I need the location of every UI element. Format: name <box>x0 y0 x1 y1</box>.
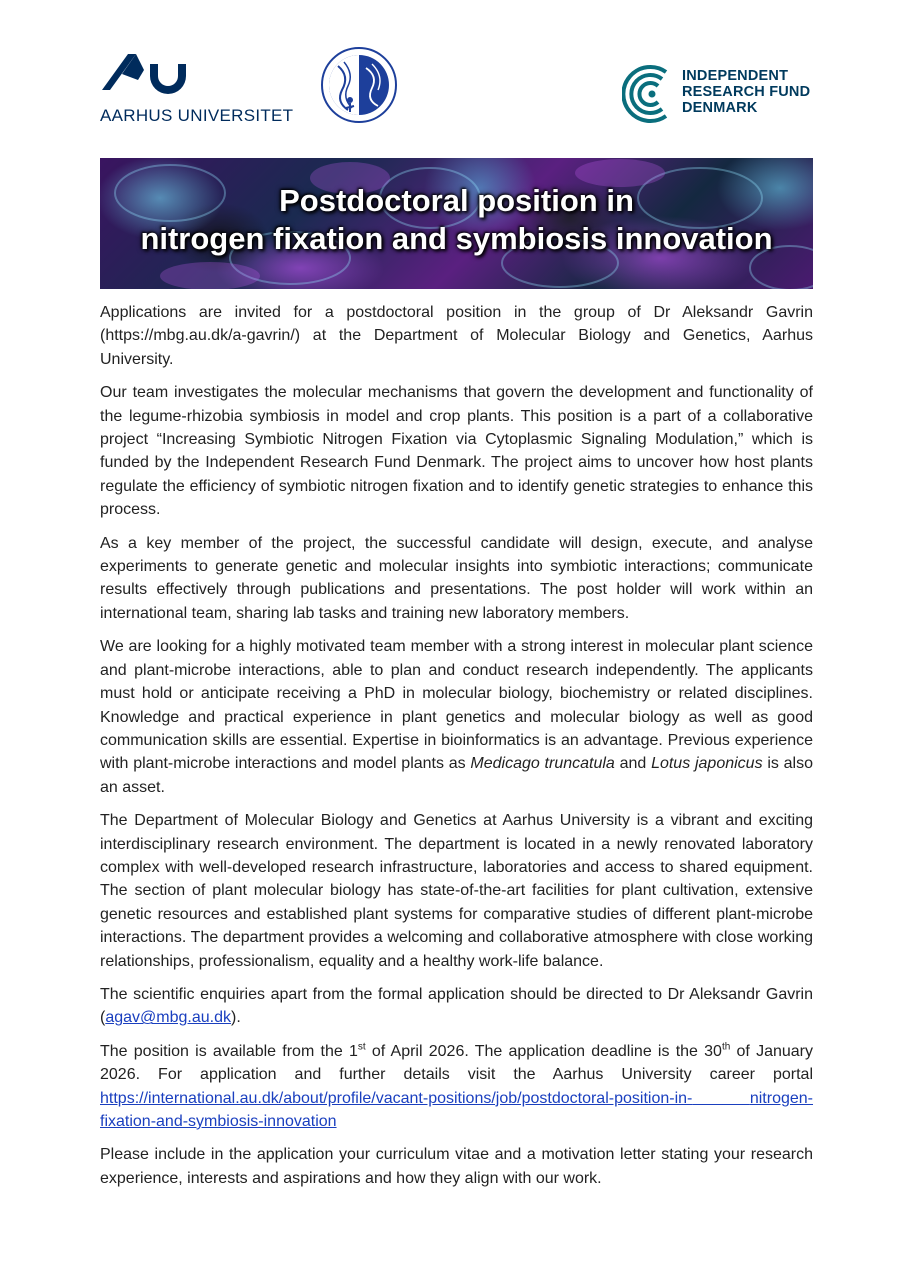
title-banner <box>100 158 813 289</box>
availability-text-b: of April 2026. The application deadline is the 30 <box>365 1042 722 1060</box>
availability-text-a: The position is available from the 1 <box>100 1042 358 1060</box>
paragraph-requirements <box>100 635 813 799</box>
career-portal-link[interactable] <box>100 1090 813 1130</box>
requirements-end: is also an asset. <box>100 755 814 796</box>
irfd-line-2: RESEARCH FUND <box>682 84 811 100</box>
irfd-wordmark <box>682 68 810 116</box>
paragraph-application: Please include in the application your curriculum vitae and a motivation letter stating your research experience, interests and aspirations and how they align with our work. <box>100 1146 813 1187</box>
job-description <box>100 301 813 1200</box>
paragraph-team: Our team investigates the molecular mechanisms that govern the development and functionality of the legume-rhizobia symbiosis in model and crop plants. This position is a part of a collaborative project “Increasing Symbiotic Nitrogen Fixation via Cytoplasmic Signaling Modulation,” which is funded by the Independent Research Fund Denmark. The project aims to uncover how host plants regulate the efficiency of symbiotic nitrogen fixation and to identify genetic strategies to enhance this process. <box>100 384 813 519</box>
irfd-logo <box>622 62 822 126</box>
au-wordmark: AARHUS UNIVERSITET <box>100 106 294 125</box>
paragraph-enquiries <box>100 983 813 1030</box>
ordinal-st: st <box>357 1041 366 1053</box>
availability-text-c: of January 2026. For application and further details visit the Aarhus University career portal <box>100 1042 814 1084</box>
irfd-line-1: INDEPENDENT <box>682 68 789 84</box>
enquiries-end: ). <box>230 1009 241 1027</box>
requirements-text: We are looking for a highly motivated team member with a strong interest in molecular plant science and plant-microbe interactions, able to plan and conduct research independently. The applicants must hold or anticipate receiving a PhD in molecular biology, biochemistry or related disciplines. Knowledge and practical experience in plant genetics and molecular biology as well as good communication skills are essential. Expertise in bioinformatics is an advantage. Previous experience with plant-microbe interactions and model plants as <box>100 638 813 773</box>
species-medicago: Medicago truncatula <box>470 755 615 773</box>
contact-email-link[interactable]: agav@mbg.au.dk <box>105 1009 231 1027</box>
au-emblem-icon <box>100 50 190 100</box>
banner-title <box>100 182 813 258</box>
paragraph-intro: Applications are invited for a postdoctoral position in the group of Dr Aleksandr Gavrin (https://mbg.au.dk/a-gavrin/) at the Department of Molecular Biology and Genetics, Aarhus University. <box>100 304 813 368</box>
career-portal-link-line-1: https://international.au.dk/about/profile/vacant-positions/job/postdoctoral-position-in- <box>100 1089 693 1107</box>
seal-emblem-icon <box>320 46 398 124</box>
department-seal-logo <box>320 46 398 124</box>
enquiries-text: The scientific enquiries apart from the formal application should be directed to Dr Aleksandr Gavrin ( <box>100 985 813 1027</box>
requirements-and: and <box>614 755 652 773</box>
paragraph-availability <box>100 1040 813 1134</box>
irfd-line-3: DENMARK <box>682 100 758 116</box>
aarhus-university-logo <box>100 50 295 128</box>
career-portal-link-line-2: nitrogen-fixation-and-symbiosis-innovation <box>100 1089 813 1130</box>
paragraph-department: The Department of Molecular Biology and Genetics at Aarhus University is a vibrant and exciting interdisciplinary research environment. The department is located in a newly renovated laboratory complex with well-developed research infrastructure, laboratories and access to shared equipment. The section of plant molecular biology has state-of-the-art facilities for plant cultivation, extensive genetic resources and established plant systems for comparative studies of different plant-microbe interactions. The department provides a welcoming and collaborative atmosphere with close working relationships, professionalism, equality and a healthy work-life balance. <box>100 812 813 970</box>
banner-title-line-2: nitrogen fixation and symbiosis innovation <box>140 221 773 256</box>
irfd-emblem-icon <box>622 62 678 126</box>
species-lotus: Lotus japonicus <box>651 755 763 773</box>
paragraph-role: As a key member of the project, the successful candidate will design, execute, and analyse experiments to generate genetic and molecular insights into symbiotic interactions; communicate results effectively through publications and presentations. The post holder will work within an international team, sharing lab tasks and training new laboratory members. <box>100 534 813 622</box>
banner-title-line-1: Postdoctoral position in <box>279 183 634 218</box>
ordinal-th: th <box>721 1041 731 1053</box>
